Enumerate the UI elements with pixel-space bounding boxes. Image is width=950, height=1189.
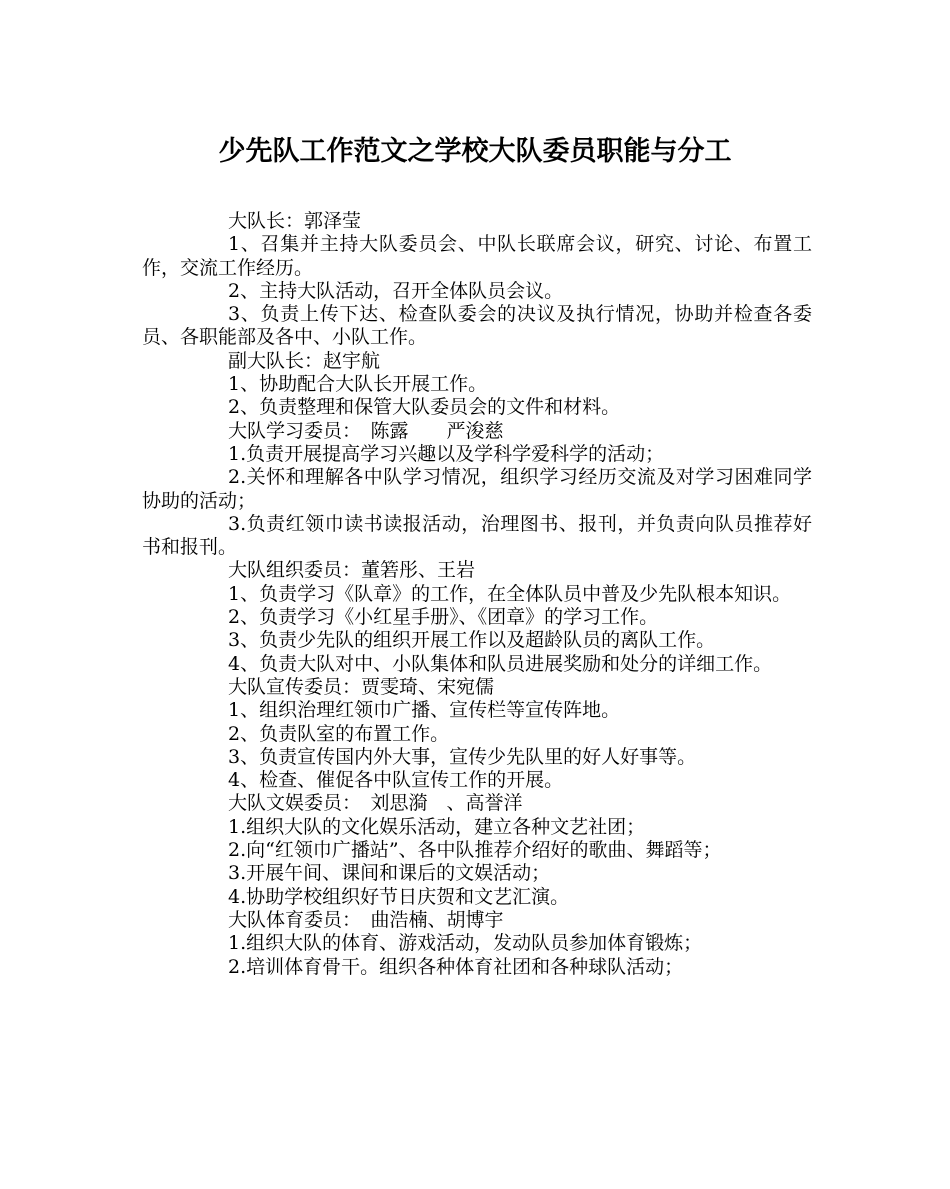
document-body (142, 210, 812, 979)
paragraph: 副大队长：赵宇航 (228, 349, 381, 372)
paragraph: 3.负责红领巾读书读报活动，治理图书、报刊，并负责向队员推荐好书和报刊。 (142, 512, 812, 559)
paragraph: 3.开展午间、课间和课后的文娱活动； (228, 862, 551, 885)
paragraph: 2、主持大队活动，召开全体队员会议。 (228, 279, 564, 302)
paragraph: 4、负责大队对中、小队集体和队员进展奖励和处分的详细工作。 (228, 652, 773, 675)
paragraph: 1、召集并主持大队委员会、中队长联席会议，研究、讨论、布置工作，交流工作经历。 (142, 233, 812, 279)
paragraph: 大队学习委员： 陈露 严浚慈 (228, 419, 504, 442)
document-title: 少先队工作范文之学校大队委员职能与分工 (218, 136, 732, 167)
paragraph: 3、负责上传下达、检查队委会的决议及执行情况，协助并检查各委员、各职能部及各中、小队工作。 (142, 303, 812, 349)
paragraph: 3、负责少先队的组织开展工作以及超龄队员的离队工作。 (228, 629, 716, 652)
paragraph: 1、负责学习《队章》的工作，在全体队员中普及少先队根本知识。 (228, 582, 792, 605)
paragraph: 3、负责宣传国内外大事，宣传少先队里的好人好事等。 (228, 745, 697, 768)
paragraph: 1.组织大队的文化娱乐活动，建立各种文艺社团； (228, 815, 646, 838)
paragraph: 大队组织委员：董箬彤、王岩 (228, 559, 476, 582)
paragraph: 2.向“红领巾广播站”、各中队推荐介绍好的歌曲、舞蹈等； (228, 839, 722, 862)
paragraph: 2.培训体育骨干。组织各种体育社团和各种球队活动； (228, 955, 684, 978)
paragraph: 2、负责队室的布置工作。 (228, 722, 450, 745)
paragraph: 1.负责开展提高学习兴趣以及学科学爱科学的活动； (228, 442, 665, 465)
paragraph: 1、协助配合大队长开展工作。 (228, 373, 488, 396)
paragraph: 2、负责整理和保管大队委员会的文件和材料。 (228, 396, 621, 419)
paragraph: 大队宣传委员：贾雯琦、宋宛儒 (228, 675, 495, 698)
paragraph: 1、组织治理红领巾广播、宣传栏等宣传阵地。 (228, 699, 621, 722)
paragraph: 1.组织大队的体育、游戏活动，发动队员参加体育锻炼； (228, 932, 703, 955)
paragraph: 4.协助学校组织好节日庆贺和文艺汇演。 (228, 885, 570, 908)
paragraph: 2、负责学习《小红星手册》、《团章》的学习工作。 (228, 606, 659, 629)
paragraph: 大队体育委员： 曲浩楠、胡博宇 (228, 908, 504, 931)
paragraph: 2.关怀和理解各中队学习情况，组织学习经历交流及对学习困难同学协助的活动； (142, 466, 812, 512)
paragraph: 大队长：郭泽莹 (228, 210, 362, 232)
paragraph: 4、检查、催促各中队宣传工作的开展。 (228, 769, 564, 792)
paragraph: 大队文娱委员： 刘思漪 、高誉洋 (228, 792, 523, 815)
